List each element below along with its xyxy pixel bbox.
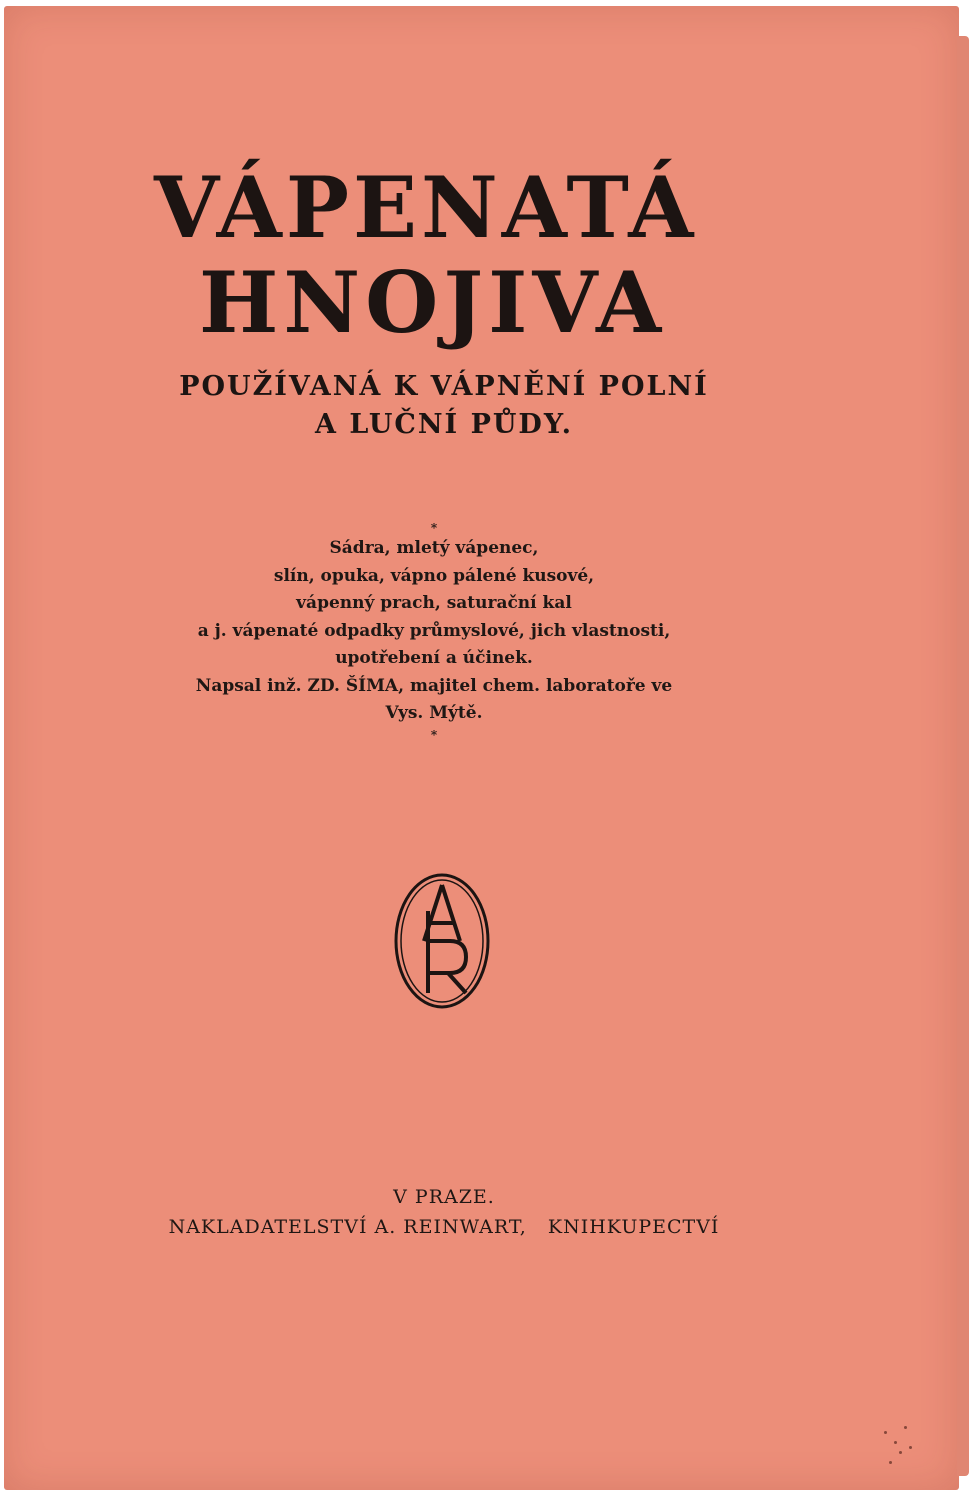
- subtitle: [144, 368, 744, 444]
- description-line: Sádra, mletý vápenec,: [329, 538, 539, 558]
- description-line: upotřebení a účinek.: [335, 648, 533, 668]
- ornament-star-bottom: *: [430, 727, 438, 742]
- title-line-2: HNOJIVA: [199, 253, 667, 352]
- author-line: Napsal inž. ZD. ŠÍMA, majitel chem. laboratoře ve: [195, 675, 673, 696]
- imprint-city: V PRAZE.: [393, 1186, 495, 1208]
- subtitle-line-1: POUŽÍVANÁ K VÁPNĚNÍ POLNÍ: [179, 371, 709, 402]
- title-line-1: VÁPENATÁ: [154, 158, 698, 257]
- description-line: slín, opuka, vápno pálené kusové,: [273, 565, 595, 586]
- description: [154, 521, 714, 742]
- ornament-star-top: *: [430, 521, 438, 535]
- publisher-monogram-icon: [392, 871, 492, 1011]
- description-line: Vys. Mýtě.: [385, 703, 483, 723]
- description-line: a j. vápenaté odpadky průmyslové, jich vlastnosti,: [197, 620, 671, 641]
- subtitle-line-2: A LUČNÍ PŮDY.: [314, 409, 574, 440]
- imprint-publisher: NAKLADATELSTVÍ A. REINWART, KNIHKUPECTVÍ: [168, 1216, 720, 1238]
- imprint: [114, 1186, 774, 1238]
- description-line: vápenný prach, saturační kal: [296, 593, 572, 613]
- book-cover: [4, 6, 959, 1490]
